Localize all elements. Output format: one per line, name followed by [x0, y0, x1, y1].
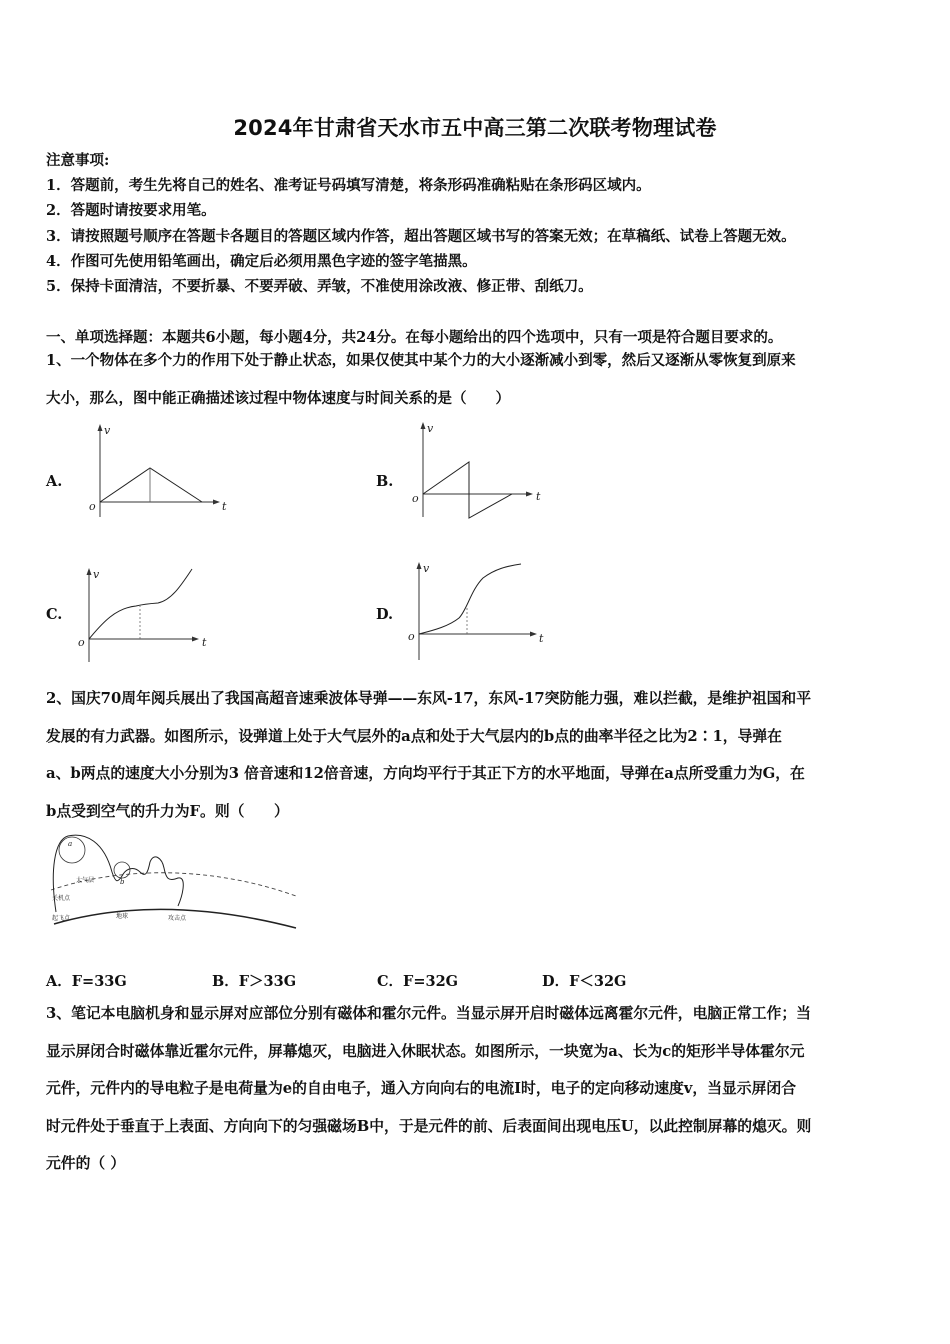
v-label: v	[104, 424, 111, 437]
v-axis-arrow	[417, 562, 422, 569]
notice-heading: 注意事项:	[46, 152, 110, 169]
q3-stem-line: 时元件处于垂直于上表面、方向向下的匀强磁场B中，于是元件的前、后表面间出现电压U，以此控制屏幕的熄灭。则	[46, 1118, 812, 1135]
q1-graph-a	[80, 422, 230, 522]
origin-label: o	[78, 636, 85, 649]
origin-label: o	[412, 492, 419, 505]
notice-item: 5．保持卡面清洁，不要折暴、不要弄破、弄皱，不准使用涂改液、修正带、刮纸刀。	[46, 278, 593, 295]
notice-item: 4．作图可先使用铅笔画出，确定后必须用黑色字迹的签字笔描黑。	[46, 253, 477, 270]
t-axis-arrow	[213, 500, 220, 505]
q2-stem-line: 发展的有力武器。如图所示，设弹道上处于大气层外的a点和处于大气层内的b点的曲率半径之比为2∶1，导弹在	[46, 728, 782, 745]
target-point-label: 攻击点	[168, 915, 187, 922]
q1-option-c-label: C.	[46, 606, 63, 623]
q1-stem-line: 1、一个物体在多个力的作用下处于静止状态，如果仅使其中某个力的大小逐渐减小到零，然后又逐渐从零恢复到原来	[46, 352, 796, 369]
v-axis-arrow	[98, 424, 103, 431]
q3-stem-line: 元件的（ ）	[46, 1155, 126, 1172]
q1-graph-d	[405, 560, 555, 670]
v-axis-arrow	[421, 422, 426, 429]
notice-item: 1．答题前，考生先将自己的姓名、准考证号码填写清楚，将条形码准确粘贴在条形码区域内。	[46, 177, 651, 194]
velocity-curve	[100, 468, 202, 502]
v-label: v	[93, 568, 100, 581]
q2-option-b: B．F＞33G	[212, 973, 297, 990]
origin-label: o	[408, 630, 415, 643]
q2-stem-line: a、b两点的速度大小分别为3 倍音速和12倍音速，方向均平行于其正下方的水平地面，导弹在a点所受重力为G，在	[46, 765, 805, 782]
q3-stem-line: 3、笔记本电脑机身和显示屏对应部位分别有磁体和霍尔元件。当显示屏开启时磁体远离霍尔元件，电脑正常工作；当	[46, 1005, 811, 1022]
q1-option-a-label: A.	[46, 473, 63, 490]
point-b-label: b	[120, 878, 125, 886]
v-label: v	[427, 422, 434, 435]
launch-point-label: 起飞点	[52, 915, 71, 922]
notice-item: 2．答题时请按要求用笔。	[46, 202, 216, 219]
velocity-curve	[419, 564, 521, 634]
t-label: t	[536, 490, 541, 503]
q2-option-c: C．F=32G	[377, 973, 459, 990]
q2-stem-line: 2、国庆70周年阅兵展出了我国高超音速乘波体导弹——东风-17，东风-17突防能力强，难以拦截，是维护祖国和平	[46, 690, 812, 707]
page-title: 2024年甘肃省天水市五中高三第二次联考物理试卷	[233, 116, 717, 140]
velocity-curve	[89, 569, 192, 639]
earth-label: 地球	[116, 913, 129, 920]
q2-option-a: A．F=33G	[46, 973, 127, 990]
v-axis-arrow	[87, 568, 92, 575]
q2-stem-line: b点受到空气的升力为F。则（ ）	[46, 803, 289, 820]
point-a-label: a	[68, 840, 73, 848]
q1-option-d-label: D.	[376, 606, 394, 623]
atmosphere-label: 大气层	[76, 877, 95, 884]
t-label: t	[539, 632, 544, 645]
shutdown-point-label: 关机点	[52, 895, 71, 902]
velocity-curve	[423, 462, 512, 518]
q1-graph-c	[78, 562, 228, 672]
q3-stem-line: 元件，元件内的导电粒子是电荷量为e的自由电子，通入方向向右的电流I时，电子的定向移动速度v，当显示屏闭合	[46, 1080, 796, 1097]
t-label: t	[222, 500, 227, 513]
v-label: v	[423, 562, 430, 575]
missile-trajectory	[53, 835, 183, 912]
origin-label: o	[89, 500, 96, 513]
q3-stem-line: 显示屏闭合时磁体靠近霍尔元件，屏幕熄灭，电脑进入休眠状态。如图所示，一块宽为a、长为c的矩形半导体霍尔元	[46, 1043, 805, 1060]
q2-trajectory-figure	[46, 832, 301, 932]
section-heading: 一、单项选择题：本题共6小题，每小题4分，共24分。在每小题给出的四个选项中，只有一项是符合题目要求的。	[46, 329, 783, 346]
t-label: t	[202, 636, 207, 649]
t-axis-arrow	[192, 637, 199, 642]
notice-item: 3．请按照题号顺序在答题卡各题目的答题区域内作答，超出答题区域书写的答案无效；在草稿纸、试卷上答题无效。	[46, 228, 796, 245]
q1-graph-b	[408, 422, 558, 522]
q1-option-b-label: B.	[376, 473, 394, 490]
q2-option-d: D．F＜32G	[542, 973, 627, 990]
q1-stem-line: 大小，那么，图中能正确描述该过程中物体速度与时间关系的是（ ）	[46, 390, 510, 407]
t-axis-arrow	[526, 492, 533, 497]
t-axis-arrow	[530, 632, 537, 637]
